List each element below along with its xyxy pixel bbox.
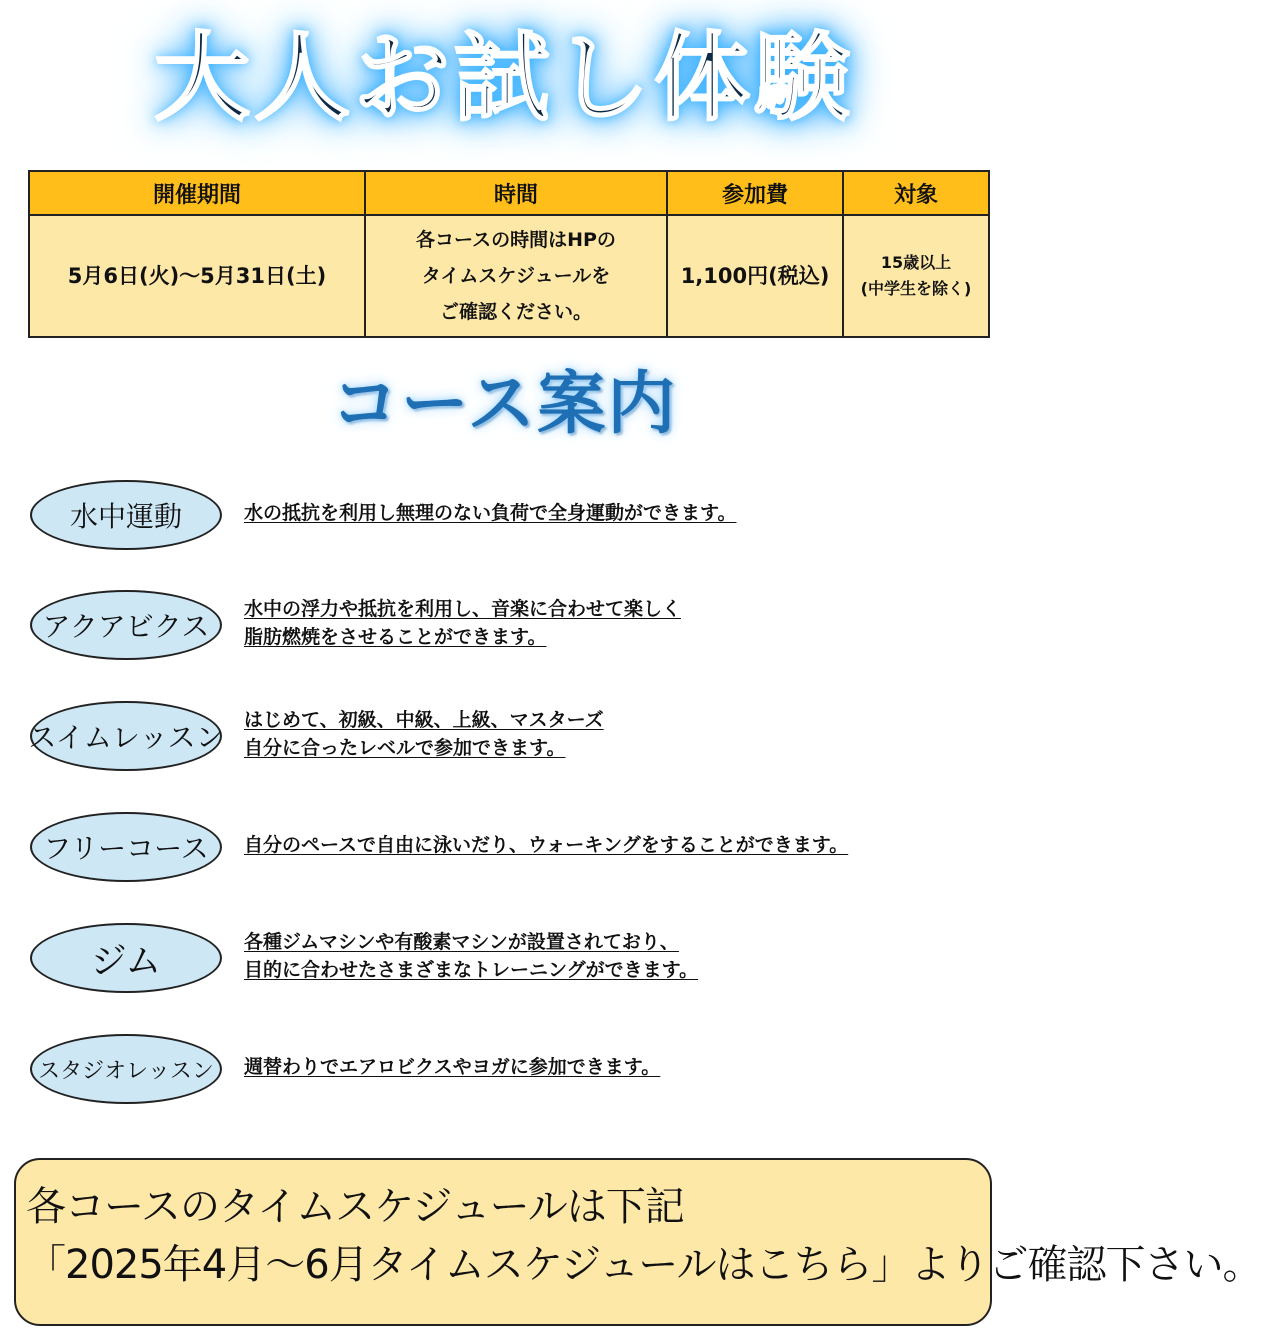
course-heading: コース案内: [330, 365, 678, 444]
course-suichu-undo: [30, 480, 1000, 552]
description-line: 水中の浮力や抵抗を利用し、音楽に合わせて楽しく: [244, 598, 682, 620]
course-name-badge: 水中運動: [30, 480, 222, 550]
info-value-row: [29, 215, 989, 337]
fee-value: 1,100円(税込): [667, 215, 843, 337]
schedule-notice-box: [14, 1158, 1262, 1326]
header-period: 開催期間: [29, 171, 365, 215]
time-line: タイムスケジュールを: [421, 265, 611, 287]
course-studio-lesson: [30, 1034, 1000, 1106]
time-line: ご確認ください。: [439, 301, 592, 323]
course-free-course: [30, 812, 1000, 884]
course-swim-lesson: [30, 701, 1000, 773]
header-fee: 参加費: [667, 171, 843, 215]
course-name-badge: アクアビクス: [30, 590, 222, 660]
description-line: はじめて、初級、中級、上級、マスターズ: [244, 709, 604, 731]
page-title: 大人お試し体験: [154, 22, 854, 134]
time-line: 各コースの時間はHPの: [416, 229, 616, 251]
course-description: [244, 480, 1004, 546]
info-header-row: [29, 171, 989, 215]
period-value: 5月6日(火)～5月31日(土): [29, 215, 365, 337]
course-description: [244, 812, 1004, 878]
description-line: 目的に合わせたさまざまなトレーニングができます。: [244, 959, 699, 981]
info-table: [28, 170, 990, 338]
header-target: 対象: [843, 171, 989, 215]
target-value: [843, 215, 989, 337]
description-line: 自分に合ったレベルで参加できます。: [244, 737, 566, 759]
description-line: 各種ジムマシンや有酸素マシンが設置されており、: [244, 931, 679, 953]
course-name-badge: スタジオレッスン: [30, 1034, 222, 1104]
course-description: [244, 1034, 1004, 1100]
course-description: [244, 590, 1004, 656]
description-line: 自分のペースで自由に泳いだり、ウォーキングをすることができます。: [244, 834, 849, 856]
course-name-badge: スイムレッスン: [30, 701, 222, 771]
description-line: 脂肪燃焼をさせることができます。: [244, 626, 547, 648]
course-gym: [30, 923, 1000, 995]
notice-line: 各コースのタイムスケジュールは下記: [26, 1184, 684, 1230]
time-value: [365, 215, 667, 337]
course-aquabics: [30, 590, 1000, 662]
description-line: 水の抵抗を利用し無理のない負荷で全身運動ができます。: [244, 502, 737, 524]
header-time: 時間: [365, 171, 667, 215]
course-name-badge: フリーコース: [30, 812, 222, 882]
course-description: [244, 701, 1004, 767]
target-line: (中学生を除く): [860, 279, 972, 298]
target-line: 15歳以上: [880, 253, 952, 272]
course-description: [244, 923, 1004, 989]
notice-line: 「2025年4月～6月タイムスケジュールはこちら」よりご確認下さい。: [26, 1242, 1262, 1288]
description-line: 週替わりでエアロビクスやヨガに参加できます。: [244, 1056, 661, 1078]
course-name-badge: ジム: [30, 923, 222, 993]
